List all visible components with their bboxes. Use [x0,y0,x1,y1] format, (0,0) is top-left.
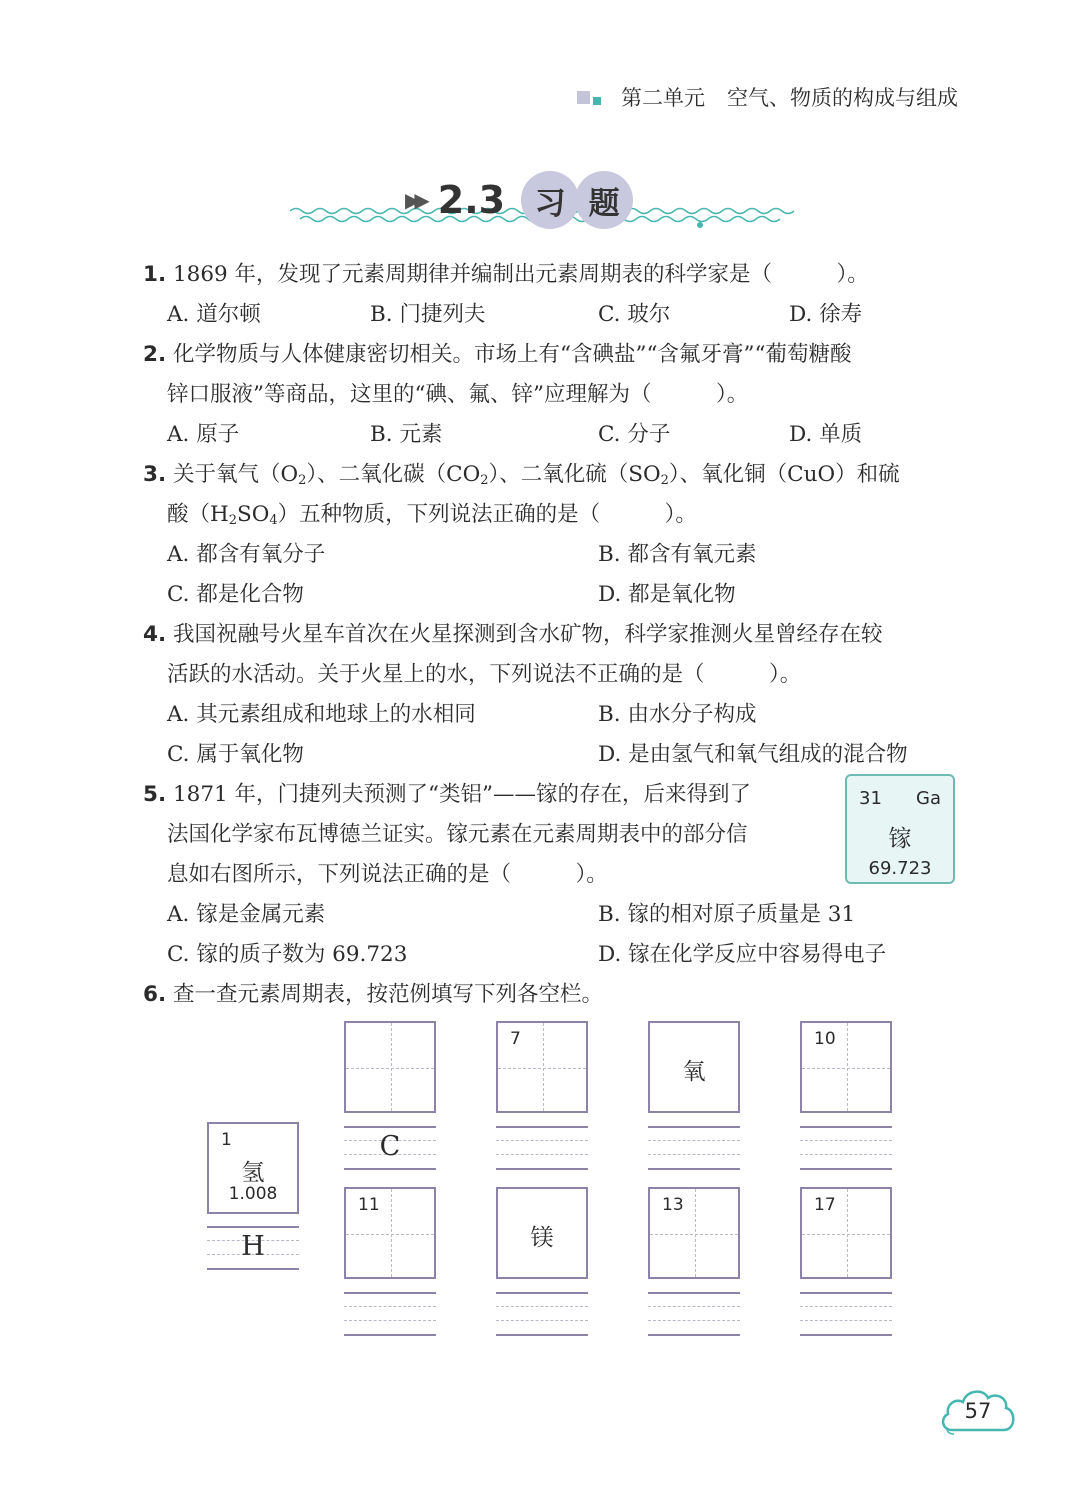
section-number: 2.3 [437,178,506,222]
section-title [405,168,629,232]
symbol-lines-1[interactable] [344,1126,436,1170]
q1-option-a: A. 道尔顿 [167,302,261,327]
q1-option-c: C. 玻尔 [598,302,671,327]
example-element-box [207,1122,299,1214]
element-box-6[interactable] [496,1187,588,1279]
q6-text: 查一查元素周期表，按范例填写下列各空栏。 [172,982,603,1007]
q4-number: 4. [143,622,167,647]
q5-option-a: A. 镓是金属元素 [167,902,326,927]
q3-sub-5: 4 [269,513,278,528]
element-box-7[interactable] [648,1187,740,1279]
q3-option-b: B. 都含有氧元素 [598,542,757,567]
q4-text-1: 我国祝融号火星车首次在火星探测到含水矿物，科学家推测火星曾经存在较 [172,622,883,647]
q3-option-a: A. 都含有氧分子 [167,542,326,567]
q2-option-a: A. 原子 [167,422,240,447]
element-box-6-name: 镁 [530,1225,554,1251]
q4-option-b: B. 由水分子构成 [598,702,757,727]
q1-option-d: D. 徐寿 [789,302,863,327]
symbol-1: C [379,1131,401,1162]
q2-stem-line1 [143,344,851,366]
element-box-2-number: 7 [510,1029,521,1049]
element-box-8[interactable] [800,1187,892,1279]
symbol-lines-3[interactable] [648,1126,740,1170]
gallium-element-card [845,774,955,884]
section-char-2: 题 [575,171,633,229]
gallium-number: 31 [859,788,882,809]
gallium-mass: 69.723 [868,858,932,879]
q2-option-d: D. 单质 [789,422,863,447]
q1-text: 1869 年，发现了元素周期律并编制出元素周期表的科学家是（ ）。 [172,262,869,287]
element-box-7-number: 13 [662,1195,684,1215]
q2-stem-line2: 锌口服液”等商品，这里的“碘、氟、锌”应理解为（ ）。 [167,382,749,407]
q5-stem-line2: 法国化学家布瓦博德兰证实。镓元素在元素周期表中的部分信 [167,822,748,847]
q3-option-d: D. 都是氧化物 [598,582,736,607]
unit-title: 空气、物质的构成与组成 [727,86,958,110]
element-box-3-name: 氧 [682,1059,706,1085]
q3-sub-4: 2 [228,513,238,528]
q4-stem-line1 [143,624,883,646]
page-number: 57 [964,1399,992,1423]
example-number: 1 [221,1130,232,1150]
q5-option-d: D. 镓在化学反应中容易得电子 [598,942,887,967]
q3-text-a: 关于氧气（O [172,462,299,487]
element-box-5-number: 11 [358,1195,380,1215]
symbol-lines-5[interactable] [344,1292,436,1336]
element-box-1[interactable] [344,1021,436,1113]
q3-text-g: ）五种物质，下列说法正确的是（ ）。 [277,502,697,527]
symbol-lines-6[interactable] [496,1292,588,1336]
element-box-2[interactable] [496,1021,588,1113]
q3-sub-3: 2 [660,473,669,488]
q2-option-c: C. 分子 [598,422,671,447]
q4-option-a: A. 其元素组成和地球上的水相同 [167,702,476,727]
q6-number: 6. [143,982,167,1007]
q3-text-e: 酸（H [167,502,229,527]
q6-stem [143,984,603,1006]
q3-sub-1: 2 [298,473,307,488]
example-mass: 1.008 [228,1184,278,1204]
unit-header [577,82,958,112]
q4-option-d: D. 是由氢气和氧气组成的混合物 [598,742,908,767]
q1-stem [143,264,869,286]
example-symbol: H [241,1231,265,1262]
q2-text-1: 化学物质与人体健康密切相关。市场上有“含碘盐”“含氟牙膏”“葡萄糖酸 [172,342,852,367]
unit-name: 第二单元 [621,86,705,110]
symbol-lines-7[interactable] [648,1292,740,1336]
q2-number: 2. [143,342,167,367]
q3-text-b: ）、二氧化碳（CO [306,462,481,487]
q4-stem-line2: 活跃的水活动。关于火星上的水，下列说法不正确的是（ ）。 [167,662,802,687]
q3-text-d: ）、氧化铜（CuO）和硫 [668,462,900,487]
q1-number: 1. [143,262,167,287]
header-marks-icon [577,85,607,109]
q2-option-b: B. 元素 [370,422,443,447]
q5-option-c: C. 镓的质子数为 69.723 [167,942,408,967]
q4-option-c: C. 属于氧化物 [167,742,304,767]
q3-text-f: SO [237,502,270,527]
q3-option-c: C. 都是化合物 [167,582,304,607]
element-box-4[interactable] [800,1021,892,1113]
q5-number: 5. [143,782,167,807]
q3-number: 3. [143,462,167,487]
section-arrow-icon: ▶▶ [405,188,424,212]
q3-stem-line2 [167,504,697,526]
element-box-5[interactable] [344,1187,436,1279]
element-box-8-number: 17 [814,1195,836,1215]
section-char-1: 习 [521,171,579,229]
example-symbol-lines [207,1226,299,1270]
q5-stem-line1 [143,784,751,806]
element-box-3[interactable] [648,1021,740,1113]
symbol-lines-2[interactable] [496,1126,588,1170]
q1-option-b: B. 门捷列夫 [370,302,486,327]
q3-stem-line1 [143,464,900,486]
q5-text-1: 1871 年，门捷列夫预测了“类铝”——镓的存在，后来得到了 [172,782,752,807]
q5-option-b: B. 镓的相对原子质量是 31 [598,902,856,927]
symbol-lines-8[interactable] [800,1292,892,1336]
example-name: 氢 [241,1160,265,1186]
gallium-name: 镓 [888,826,912,852]
page-number-badge [938,1380,1018,1440]
q3-sub-2: 2 [480,473,489,488]
gallium-symbol: Ga [916,788,941,809]
element-box-4-number: 10 [814,1029,836,1049]
symbol-lines-4[interactable] [800,1126,892,1170]
q5-stem-line3: 息如右图所示，下列说法正确的是（ ）。 [167,862,608,887]
q3-text-c: ）、二氧化硫（SO [488,462,661,487]
